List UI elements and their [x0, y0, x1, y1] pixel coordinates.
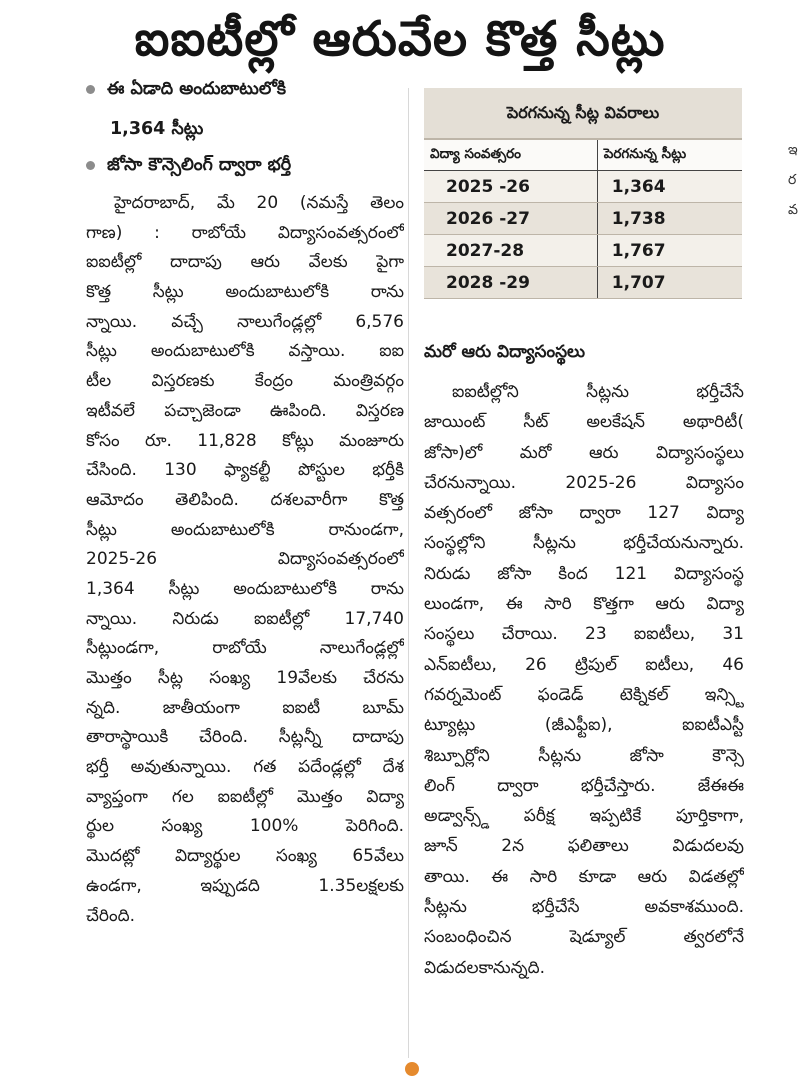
- bullet-dot-icon: [86, 161, 95, 170]
- adjacent-column-edge: ఇ ర వ: [788, 142, 798, 218]
- article-line: హైదరాబాద్, మే 20 (నమస్తే తెలం: [114, 193, 404, 213]
- table-cell-seats: 1,707: [597, 267, 742, 299]
- table-row: [424, 235, 742, 267]
- table-row: [424, 171, 742, 203]
- table-cell-year: 2025 -26: [424, 171, 597, 203]
- article-line: జోసా)లో మరో ఆరు విద్యాసంస్థలు: [424, 442, 744, 463]
- article-line: సీట్లు అందుబాటులోకి రానుండగా,: [86, 519, 404, 540]
- article-line: ఉండగా, ఇప్పుడది 1.35లక్షలకు: [86, 875, 404, 896]
- article-line: ఆమోదం తెలిపింది. దశలవారీగా కొత్త: [86, 489, 404, 510]
- article-line: అడ్వాన్స్డ్ పరీక్ష ఇప్పటికే పూర్తికాగా,: [424, 806, 744, 827]
- table-row: [424, 267, 742, 299]
- article-line: ర్థుల సంఖ్య 100% పెరిగింది.: [86, 816, 404, 837]
- table-cell-year: 2026 -27: [424, 203, 597, 235]
- article-line: జాయింట్ సీట్ అలకేషన్ అథారిటీ(: [424, 412, 744, 433]
- bullet-point-1: [86, 78, 404, 100]
- table-cell-seats: 1,767: [597, 235, 742, 267]
- right-column: [424, 88, 744, 983]
- article-line: తారాస్థాయికి చేరింది. సీట్లన్నీ దాదాపు: [86, 727, 404, 748]
- bullet-dot-icon: [86, 85, 95, 94]
- article-line: ఎన్ఐటీలు, 26 ట్రిపుల్ ఐటీలు, 46: [424, 654, 744, 675]
- bullet-1-line-1: ఈ ఏడాది అందుబాటులోకి: [107, 79, 287, 99]
- article-line: నిరుడు జోసా కింద 121 విద్యాసంస్థ: [424, 563, 744, 584]
- article-line: సీట్లుండగా, రాబోయే నాలుగేండ్లల్లో: [86, 638, 404, 659]
- article-line: టీల విస్తరణకు కేంద్రం మంత్రివర్గం: [86, 371, 404, 392]
- article-line: కోసం రూ. 11,828 కోట్లు మంజూరు: [86, 430, 404, 451]
- article-line: గాణ) : రాబోయే విద్యాసంవత్సరంలో: [86, 222, 404, 243]
- article-line: 2025-26 విద్యాసంవత్సరంలో: [86, 549, 404, 570]
- article-line: సంస్థలు చేరాయి. 23 ఐఐటీలు, 31: [424, 624, 744, 645]
- article-line: గవర్నమెంట్ ఫండెడ్ టెక్నికల్ ఇన్స్టి: [424, 684, 744, 705]
- table-header-row: [424, 140, 742, 171]
- article-line: ఐఐటీల్లో దాదాపు ఆరు వేలకు పైగా: [86, 252, 404, 273]
- article-line: భర్తీ అవుతున్నాయి. గత పదేండ్లల్లో దేశ: [86, 757, 404, 778]
- article-line: లుండగా, ఈ సారి కొత్తగా ఆరు విద్యా: [424, 594, 744, 615]
- orange-dot-icon: [405, 1062, 419, 1076]
- article-line: న్నాయి. వచ్చే నాలుగేండ్లల్లో 6,576: [86, 311, 404, 332]
- column-header-year: విద్యా సంవత్సరం: [424, 140, 597, 171]
- article-line: జూన్ 2న ఫలితాలు విడుదలవు: [424, 836, 744, 857]
- article-line: చేరనున్నాయి. 2025-26 విద్యాసం: [424, 472, 744, 493]
- table-cell-year: 2027-28: [424, 235, 597, 267]
- headline: ఐఐటీల్లో ఆరువేల కొత్త సీట్లు: [134, 11, 666, 67]
- article-line: ఐఐటీల్లోని సీట్లను భర్తీచేసే: [452, 382, 744, 402]
- article-line: తాయి. ఈ సారి కూడా ఆరు విడతల్లో: [424, 866, 744, 887]
- article-line: చేసింది. 130 ఫ్యాకల్టీ పోస్టుల భర్తీకి: [86, 460, 404, 481]
- article-line: న్నది. జాతీయంగా ఐఐటీ బూమ్: [86, 697, 404, 718]
- article-line: చేరింది.: [86, 905, 136, 926]
- seats-table: [424, 140, 742, 299]
- table-cell-year: 2028 -29: [424, 267, 597, 299]
- seats-table-box: [424, 88, 742, 299]
- article-line: విడుదలకానున్నది.: [424, 957, 546, 978]
- table-row: [424, 203, 742, 235]
- article-line: సంబంధించిన షెడ్యూల్ త్వరలోనే: [424, 927, 744, 948]
- bullet-1-line-2: 1,364 సీట్లు: [110, 119, 204, 139]
- table-title: పెరగనున్న సీట్ల వివరాలు: [424, 88, 742, 140]
- article-line: 1,364 సీట్లు అందుబాటులోకి రాను: [86, 578, 404, 599]
- article-line: సీట్లు అందుబాటులోకి వస్తాయి. ఐఐ: [86, 341, 404, 362]
- left-article-body: [86, 189, 404, 931]
- article-line: లింగ్ ద్వారా భర్తీచేస్తారు. జేఈఈ: [424, 775, 744, 796]
- article-line: ట్యూట్లు (జీఎఫ్టీఐ), ఐఐటీఎస్టీ: [424, 715, 744, 736]
- article-line: సంస్థల్లోని సీట్లను భర్తీచేయనున్నారు.: [424, 533, 744, 554]
- right-article-body: [424, 377, 744, 983]
- article-line: మొదట్లో విద్యార్థుల సంఖ్య 65వేలు: [86, 846, 404, 867]
- article-line: వ్యాప్తంగా గల ఐఐటీల్లో మొత్తం విద్యా: [86, 786, 404, 807]
- article-line: శిబ్పూర్లోని సీట్లను జోసా కౌన్సె: [424, 745, 744, 766]
- article-line: మొత్తం సీట్ల సంఖ్య 19వేలకు చేరను: [86, 668, 404, 688]
- article-line: కొత్త సీట్లు అందుబాటులోకి రాను: [86, 282, 404, 303]
- article-line: న్నాయి. నిరుడు ఐఐటీల్లో 17,740: [86, 608, 404, 629]
- bullet-2-line-1: జోసా కౌన్సెలింగ్ ద్వారా భర్తీ: [107, 155, 292, 175]
- column-divider: [408, 88, 409, 1058]
- left-column: [86, 78, 404, 931]
- table-cell-seats: 1,738: [597, 203, 742, 235]
- article-line: వత్సరంలో జోసా ద్వారా 127 విద్యా: [424, 503, 744, 524]
- article-line: సీట్లను భర్తీచేసే అవకాశముంది.: [424, 897, 744, 918]
- article-line: ఇటీవలే పచ్చాజెండా ఊపింది. విస్తరణ: [86, 400, 404, 421]
- table-cell-seats: 1,364: [597, 171, 742, 203]
- bullet-point-2: [86, 154, 404, 176]
- subheading: మరో ఆరు విద్యాసంస్థలు: [424, 342, 585, 362]
- column-header-seats: పెరగనున్న సీట్లు: [597, 140, 742, 171]
